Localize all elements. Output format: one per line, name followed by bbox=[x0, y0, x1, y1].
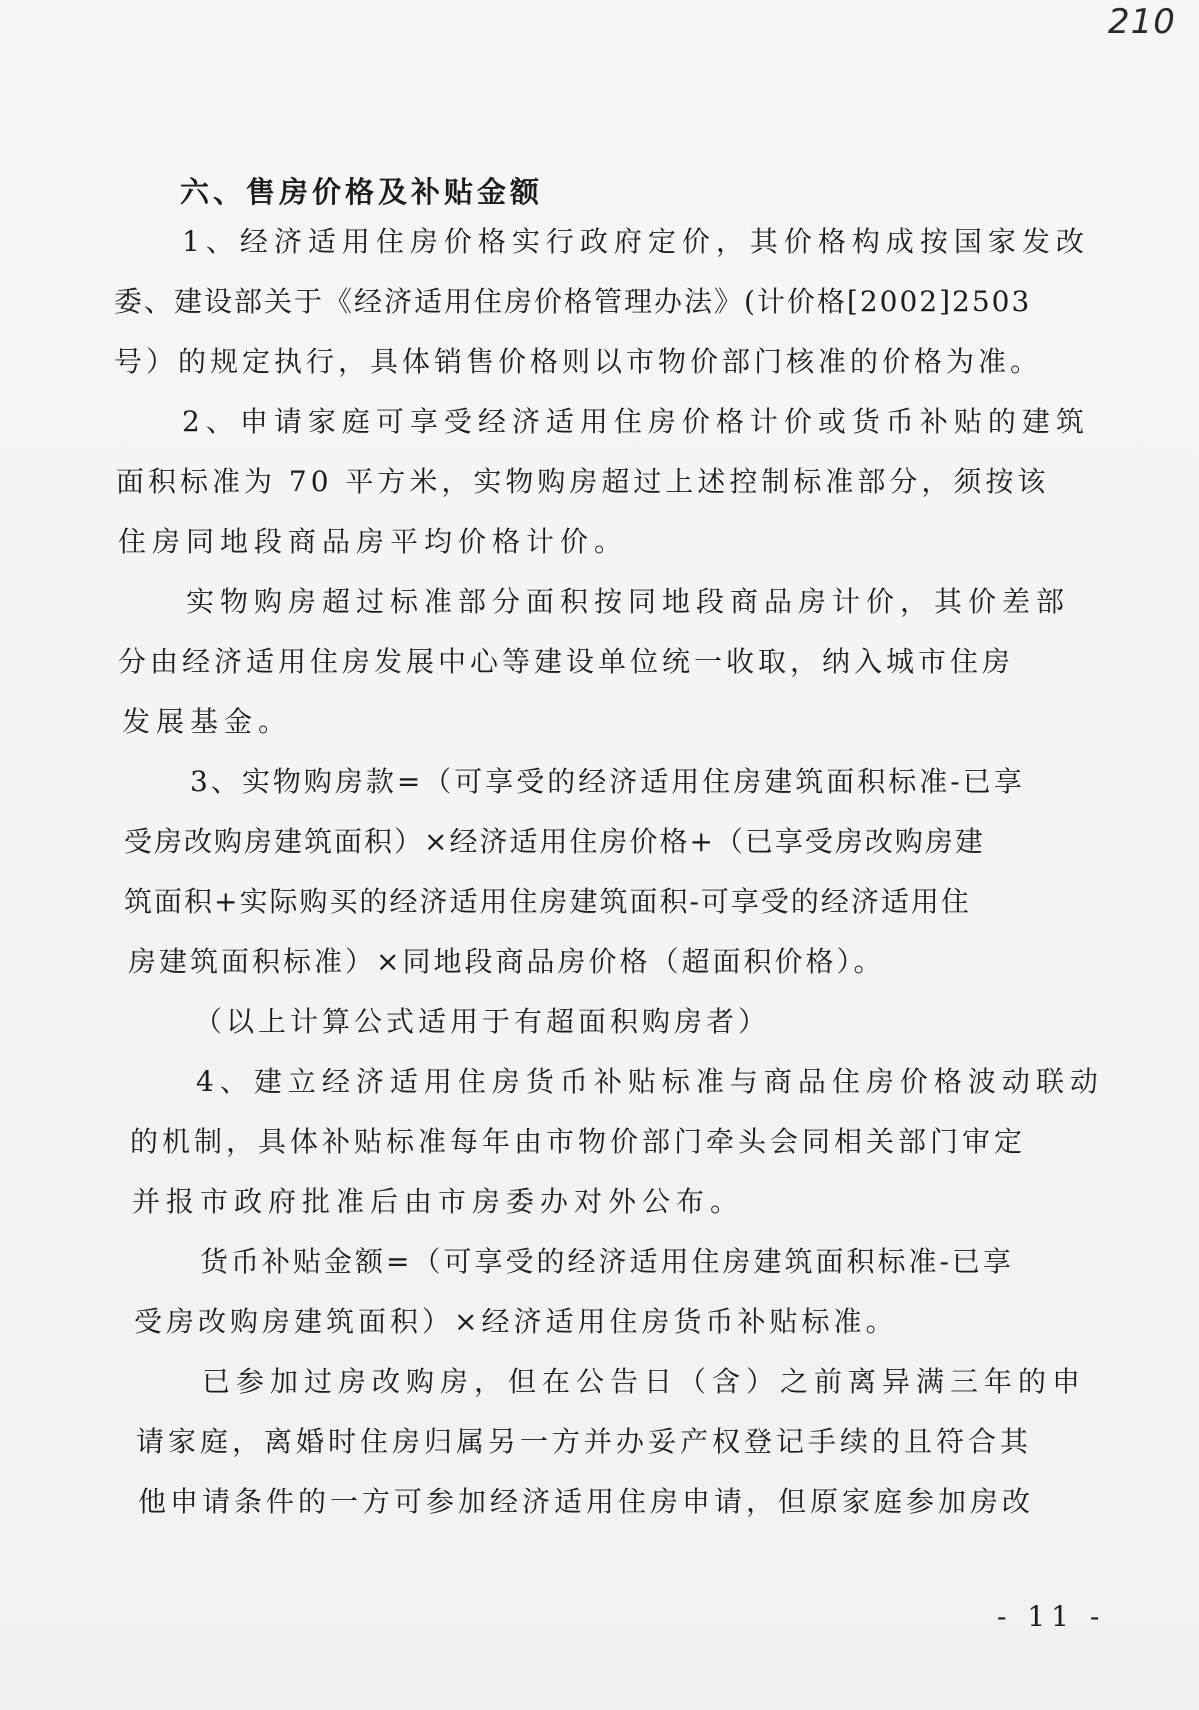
paragraph-line: （以上计算公式适用于有超面积购房者） bbox=[194, 1005, 771, 1038]
paragraph-line: 请家庭，离婚时住房归属另一方并办妥产权登记手续的且符合其 bbox=[136, 1425, 1033, 1458]
paragraph-line: 委、建设部关于《经济适用住房价格管理办法》(计价格[2002]2503 bbox=[114, 285, 1032, 318]
paragraph-line: 2、申请家庭可享受经济适用住房价格计价或货币补贴的建筑 bbox=[182, 405, 1090, 438]
paragraph-line: 并报市政府批准后由市房委办对外公布。 bbox=[132, 1185, 745, 1218]
paragraph-line: 3、实物购房款=（可享受的经济适用住房建筑面积标准-已享 bbox=[190, 765, 1025, 798]
handwritten-page-number: 210 bbox=[1108, 2, 1176, 42]
paragraph-line: 筑面积+实际购买的经济适用住房建筑面积-可享受的经济适用住 bbox=[124, 885, 971, 918]
paragraph-line: 房建筑面积标准）×同地段商品房价格（超面积价格）。 bbox=[128, 945, 885, 978]
paragraph-line: 号）的规定执行，具体销售价格则以市物价部门核准的价格为准。 bbox=[114, 345, 1043, 378]
paragraph-line: 受房改购房建筑面积）×经济适用住房价格+（已享受房改购房建 bbox=[124, 825, 985, 858]
paragraph-line: 住房同地段商品房平均价格计价。 bbox=[118, 525, 629, 558]
paragraph-line: 受房改购房建筑面积）×经济适用住房货币补贴标准。 bbox=[134, 1305, 898, 1338]
paragraph-line: 他申请条件的一方可参加经济适用住房申请，但原家庭参加房改 bbox=[138, 1485, 1035, 1518]
paragraph-line: 货币补贴金额=（可享受的经济适用住房建筑面积标准-已享 bbox=[200, 1245, 1014, 1278]
page-number: - 11 - bbox=[997, 1600, 1106, 1633]
paragraph-line: 1、经济适用住房价格实行政府定价，其价格构成按国家发改 bbox=[182, 225, 1090, 258]
section-heading: 六、售房价格及补贴金额 bbox=[180, 175, 544, 209]
paragraph-line: 发展基金。 bbox=[122, 705, 293, 738]
paragraph-line: 面积标准为 70 平方米，实物购房超过上述控制标准部分，须按该 bbox=[116, 465, 1050, 498]
paragraph-line: 实物购房超过标准部分面积按同地段商品房计价，其价差部 bbox=[186, 585, 1071, 618]
paragraph-line: 的机制，具体补贴标准每年由市物价部门牵头会同相关部门审定 bbox=[130, 1125, 1027, 1158]
paragraph-line: 4、建立经济适用住房货币补贴标准与商品住房价格波动联动 bbox=[196, 1065, 1104, 1098]
paragraph-line: 分由经济适用住房发展中心等建设单位统一收取，纳入城市住房 bbox=[118, 645, 1015, 678]
paragraph-line: 已参加过房改购房，但在公告日（含）之前离异满三年的申 bbox=[202, 1365, 1087, 1398]
